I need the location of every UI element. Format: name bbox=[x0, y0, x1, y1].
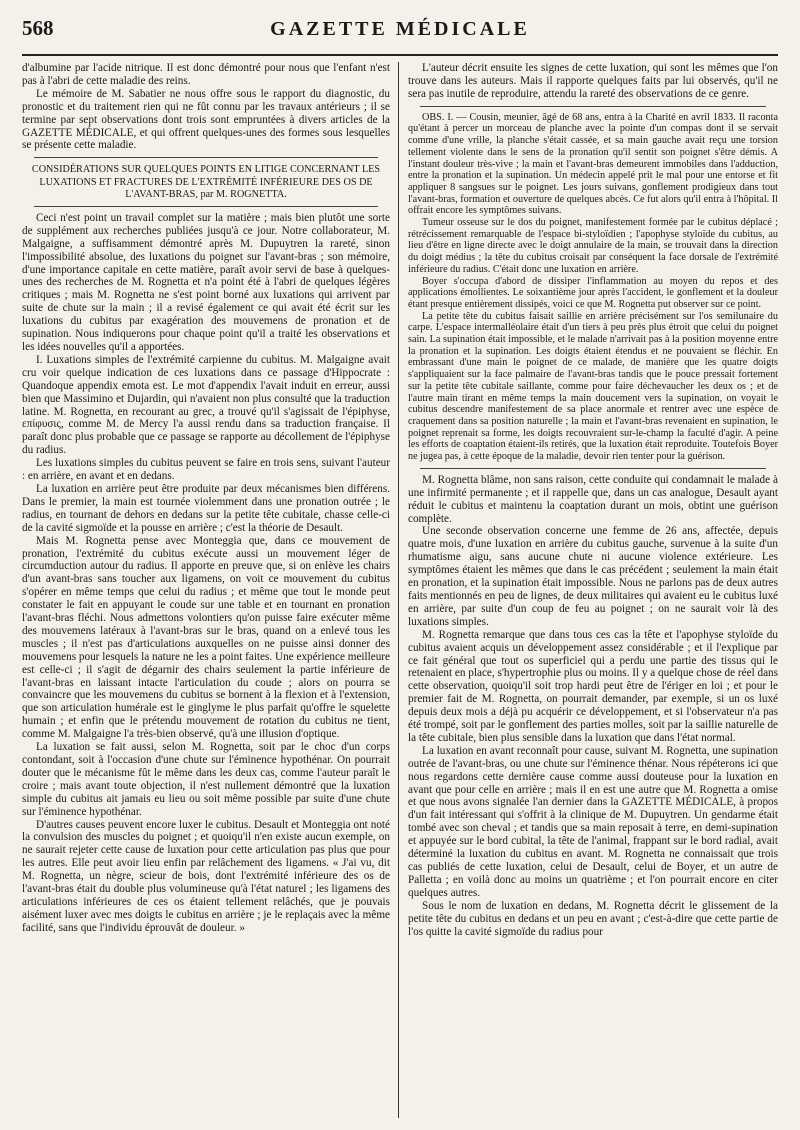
page-header bbox=[22, 14, 778, 56]
observation-paragraph: Boyer s'occupa d'abord de dissiper l'inflammation au moyen du repos et des applications émollientes. Le soixantième jour après l'accident, le gonflement et la douleur étant presque entièrement dissipés, voici ce que M. Rognetta put observer sur ce point. bbox=[408, 275, 778, 310]
journal-title: GAZETTE MÉDICALE bbox=[270, 18, 530, 40]
column-rule bbox=[398, 62, 399, 1118]
section-divider bbox=[34, 157, 378, 158]
paragraph: La luxation en avant reconnaît pour cause, suivant M. Rognetta, une supination outrée de l'avant-bras, ou une chute sur l'éminence thénar. Nous répéterons ici que nous regardons cette dernière cause comme aussi douteuse pour la luxation en avant que pour celle en arrière ; mais il en est une autre que M. Rognetta a omise et que nous avons signalée l'an dernier dans la GAZETTE MÉDICALE, à propos d'un fait intéressant qui s'offrit à la clinique de M. Dupuytren. Un gendarme était tombé avec son cheval ; et tandis que sa main reposait à terre, en demi-supination et appuyée sur le bord cubital, la tête de l'animal, frappant sur le bord radial, avait déterminé la luxation du cubitus en avant. M. Rognetta ne connaissait que trois cas publiés de cette luxation, celui de Desault, celui de Boyer, et un autre de Palletta ; en voilà donc au moins un quatrième ; et l'on pourrait encore en citer quelques autres. bbox=[408, 744, 778, 899]
paragraph: d'albumine par l'acide nitrique. Il est donc démontré pour nous que l'enfant n'est pas à l'abri de cette maladie des reins. bbox=[22, 62, 390, 87]
paragraph: Une seconde observation concerne une femme de 26 ans, affectée, depuis quatre mois, d'une luxation en arrière du cubitus gauche, survenue à la suite d'un rhumatisme aigu, sans aucune chute ni aucune violence extérieure. Les symptômes étaient les mêmes que dans le cas précédent ; seulement la main était en pronation, et la supination était impossible. Nous ne parlons pas de deux autres faits mentionnés en peu de lignes, de deux militaires qui avaient eu le cubitus luxé en arrière, par suite d'un coup de feu au poignet ; on ne saurait voir là des luxations simples. bbox=[408, 525, 778, 628]
right-column bbox=[408, 62, 778, 1120]
paragraph: M. Rognetta blâme, non sans raison, cette conduite qui condamnait le malade à une infirmité permanente ; et il rappelle que, dans un cas analogue, Desault ayant réduit le cubitus et maintenu la coaptation durant un mois, obtint une guérison complète. bbox=[408, 473, 778, 525]
section-divider bbox=[420, 468, 766, 469]
paragraph: Sous le nom de luxation en dedans, M. Rognetta décrit le glissement de la petite tête du cubitus en dedans et un peu en avant ; c'est-à-dire que cette partie de l'os quitte la cavité sigmoïde du radius pour bbox=[408, 899, 778, 938]
observation-paragraph: OBS. I. — Cousin, meunier, âgé de 68 ans, entra à la Charité en avril 1833. Il raconta qu'étant à percer un morceau de planche avec la pointe d'un compas dont il se servait comme d'une vrille, la planche s'était cassée, et sa main gauche avait reçu une torsion tellement violente dans le sens de la pronation qu'il sentit son poignet s'être démis. A l'instant douleur très-vive ; la main et l'avant-bras demeurent immobiles dans l'adduction, entre la pronation et la supination. Un médecin appelé prit le mal pour une entorse et fit appliquer 8 sangsues sur le poignet. Les jours suivans, gonflement prodigieux dans tout l'avant-bras, formation et ouverture de quelques abcès. Ce fut alors qu'il entra à l'hôpital. Il offrait encore les symptômes suivans. bbox=[408, 111, 778, 217]
paragraph: M. Rognetta remarque que dans tous ces cas la tête et l'apophyse styloïde du cubitus avaient acquis un développement assez considérable ; et il l'explique par ce fait général que tout os superficiel qui a perdu une partie des tissus qui le retenaient en place, s'hypertrophie plus ou moins. Il y a quelque chose de réel dans cette observation, quoiqu'il soit trop hardi peut être de l'ériger en loi ; et pour le premier fait de M. Rognetta, on pourrait demander, par exemple, si un os luxé depuis deux mois a déjà pu acquérir ce développement, et si l'observateur n'a pas été trompé, soit par le gonflement des parties molles, soit par la saillie naturelle de la tête cubitale, bien plus sensible dans la luxation que dans l'état normal. bbox=[408, 628, 778, 744]
paragraph: Les luxations simples du cubitus peuvent se faire en trois sens, suivant l'auteur : en arrière, en avant et en dedans. bbox=[22, 457, 390, 483]
observation-paragraph: La petite tête du cubitus faisait saillie en arrière précisément sur l'os semilunaire du carpe. L'espace intermalléolaire était d'un tiers à peu près plus étroit que celui du poignet sain. La supination était impossible, et le malade n'arrivait pas à la position moyenne entre la pronation et la supination. Les doigts étaient étendus et ne pouvaient se fléchir. En embrassant d'une main le poignet de ce malade, de manière que les quatre doigts s'appliquaient sur la face palmaire de l'avant-bras tandis que le pouce pressait fortement sur la petite tête cubitale saillante, comme pour faire déchevaucher les deux os ; et de l'autre main tirant en même temps la main doucement vers la supination, on voyait le cubitus descendre manifestement de sa place anormale et rentrer avec une espèce de craquement dans sa position naturelle ; la main et l'avant-bras revenaient en supination, le poignet reprenait sa forme, les doigts recouvraient sur-le-champ la faculté d'agir. A peine les efforts de coaptation étaient-ils retirés, que la luxation était reproduite. Toutefois Boyer ne jugea pas, à cette époque de la maladie, devoir rien tenter pour la guérison. bbox=[408, 310, 778, 463]
article-title: CONSIDÉRATIONS SUR QUELQUES POINTS EN LITIGE CONCERNANT LES LUXATIONS ET FRACTURES DE L'EXTRÉMITÉ INFÉRIEURE DES OS DE L'AVANT-BRAS, par M. ROGNETTA. bbox=[31, 164, 381, 200]
paragraph: D'autres causes peuvent encore luxer le cubitus. Desault et Monteggia ont noté la convulsion des muscles du poignet ; et quoiqu'il n'en existe aucun exemple, on ne saurait rejeter cette cause de luxation pour cette articulation pas plus que pour les autres. Elle peut avoir lieu enfin par relâchement des ligamens. « J'ai vu, dit M. Rognetta, un nègre, scieur de bois, dont l'extrémité inférieure des os de l'avant-bras était du double plus volumineuse qu'à l'état naturel ; les ligamens des articulations inférieures de ces os étaient tellement relâchés, que je pouvais aisément luxer avec mes doigts le cubitus en arrière ; je le replaçais avec la même facilité, sans que l'individu éprouvât de douleur. » bbox=[22, 818, 390, 934]
paragraph: Le mémoire de M. Sabatier ne nous offre sous le rapport du diagnostic, du pronostic et du traitement rien qui ne fût connu par les travaux antérieurs ; il se termine par sept observations dont trois sont empruntées à divers articles de la GAZETTE MÉDICALE, et qui offrent quelques-unes des formes sous lesquelles se présente cette maladie. bbox=[22, 87, 390, 152]
paragraph: La luxation en arrière peut être produite par deux mécanismes bien différens. Dans le premier, la main est tournée violemment dans une pronation outrée ; le radius, en tournant de dehors en dedans sur la petite tête cubitale, chasse celle-ci de la cavité sigmoïde et la pousse en arrière ; c'est la théorie de Desault. bbox=[22, 482, 390, 534]
observation-paragraph: Tumeur osseuse sur le dos du poignet, manifestement formée par le cubitus déplacé ; rétrécissement remarquable de l'espace bi-styloïdien ; l'apophyse styloïde du cubitus, au lieu d'être en ligne directe avec le doigt annulaire de la main, se trouvait dans la direction du doigt médius ; la tête du cubitus croisait par conséquent la face dorsale de l'extrémité inférieure du radius. C'était donc une luxation en arrière. bbox=[408, 217, 778, 275]
paragraph: Ceci n'est point un travail complet sur la matière ; mais bien plutôt une sorte de supplément aux recherches publiées jusqu'à ce jour. Notre collaborateur, M. Malgaigne, a suffisamment démontré après M. Dupuytren la rareté, sinon l'impossibilité absolue, des luxations du poignet sur l'avant-bras ; son mémoire, d'une importance capitale en cette matière, paraît avoir servi de base à quelques-unes des recherches de M. Rognetta et n'a point été à l'abri de quelques légères critiques ; mais M. Rognetta ne s'est point borné aux luxations qui arrivent par suite de chute sur la main ; il a revisé également ce qui avait été écrit sur les luxations du cubitus par exagération des mouvemens de pronation et de supination. Nous indiquerons pour chaque point qu'il a traité les observations et les idées nouvelles qu'il a apportées. bbox=[22, 211, 390, 354]
section-divider bbox=[420, 106, 766, 107]
page-number: 568 bbox=[22, 16, 54, 40]
left-column bbox=[22, 62, 390, 1120]
paragraph: L'auteur décrit ensuite les signes de cette luxation, qui sont les mêmes que l'on trouve dans les auteurs. Mais il rapporte quelques faits par lui observés, qu'il ne sera pas inutile de reproduire, attendu la rareté des observations de ce genre. bbox=[408, 62, 778, 100]
paragraph: Mais M. Rognetta pense avec Monteggia que, dans ce mouvement de pronation, l'extrémité du cubitus exécute aussi un mouvement léger de circumduction autour du radius. Il apporte en preuve que, si on enlève les chairs d'un avant-bras sans toucher aux ligamens, on voit ce mouvement du cubitus s'opérer en même temps que celui du radius ; et même que tout le monde peut constater le fait en appuyant le coude sur une table et en tournant en pronation l'avant-bras fléchi. Nous admettons volontiers qu'on puisse faire exécuter même des mouvemens latéraux à l'avant-bras sur le bras, quand on a enlevé tous les muscles ; il n'est pas d'articulations auxquelles on ne puisse ainsi donner des mouvemens pour lesquels la nature ne les a point faites. Une expérience meilleure est celle-ci ; il s'agit de dégarnir des chairs seulement la partie inférieure de l'avant-bras en laissant intacte l'articulation du coude ; alors on pourra se convaincre que les mouvemens du cubitus se bornent à la flexion et à l'extension, que son articulation humérale est le ginglyme le plus parfait qu'offre le squelette humain ; et enfin que le prétendu mouvement de rotation du cubitus ne tient, comme M. Malgaigne l'a très-bien observé, qu'à une illusion d'optique. bbox=[22, 534, 390, 741]
paragraph: I. Luxations simples de l'extrémité carpienne du cubitus. M. Malgaigne avait cru voir quelque indication de ces luxations dans ce passage d'Hippocrate : Quandoque appendix emota est. Le mot d'appendix l'avait induit en erreur, aussi bien que Massimino et Dujardin, qui n'avaient non plus consulté que la traduction latine. M. Rognetta, en recourant au grec, a trouvé qu'il s'agissait de l'épiphyse, επίφυσις, comme M. de Mercy l'a aussi rendu dans sa traduction française. Il paraît donc plus probable que ce passage se rapporte au décollement de l'épiphyse du radius. bbox=[22, 353, 390, 457]
paragraph: La luxation se fait aussi, selon M. Rognetta, soit par le choc d'un corps contondant, soit à l'occasion d'une chute sur l'éminence hypothénar. On pourrait douter que le mécanisme fût le même dans les deux cas, comme l'auteur paraît le croire ; mais avant toute objection, il n'est nullement démontré que la luxation simple du cubitus ait jamais eu lieu ou soit même possible par suite d'une chute sur l'éminence hypothénar. bbox=[22, 741, 390, 818]
section-divider bbox=[34, 206, 378, 207]
